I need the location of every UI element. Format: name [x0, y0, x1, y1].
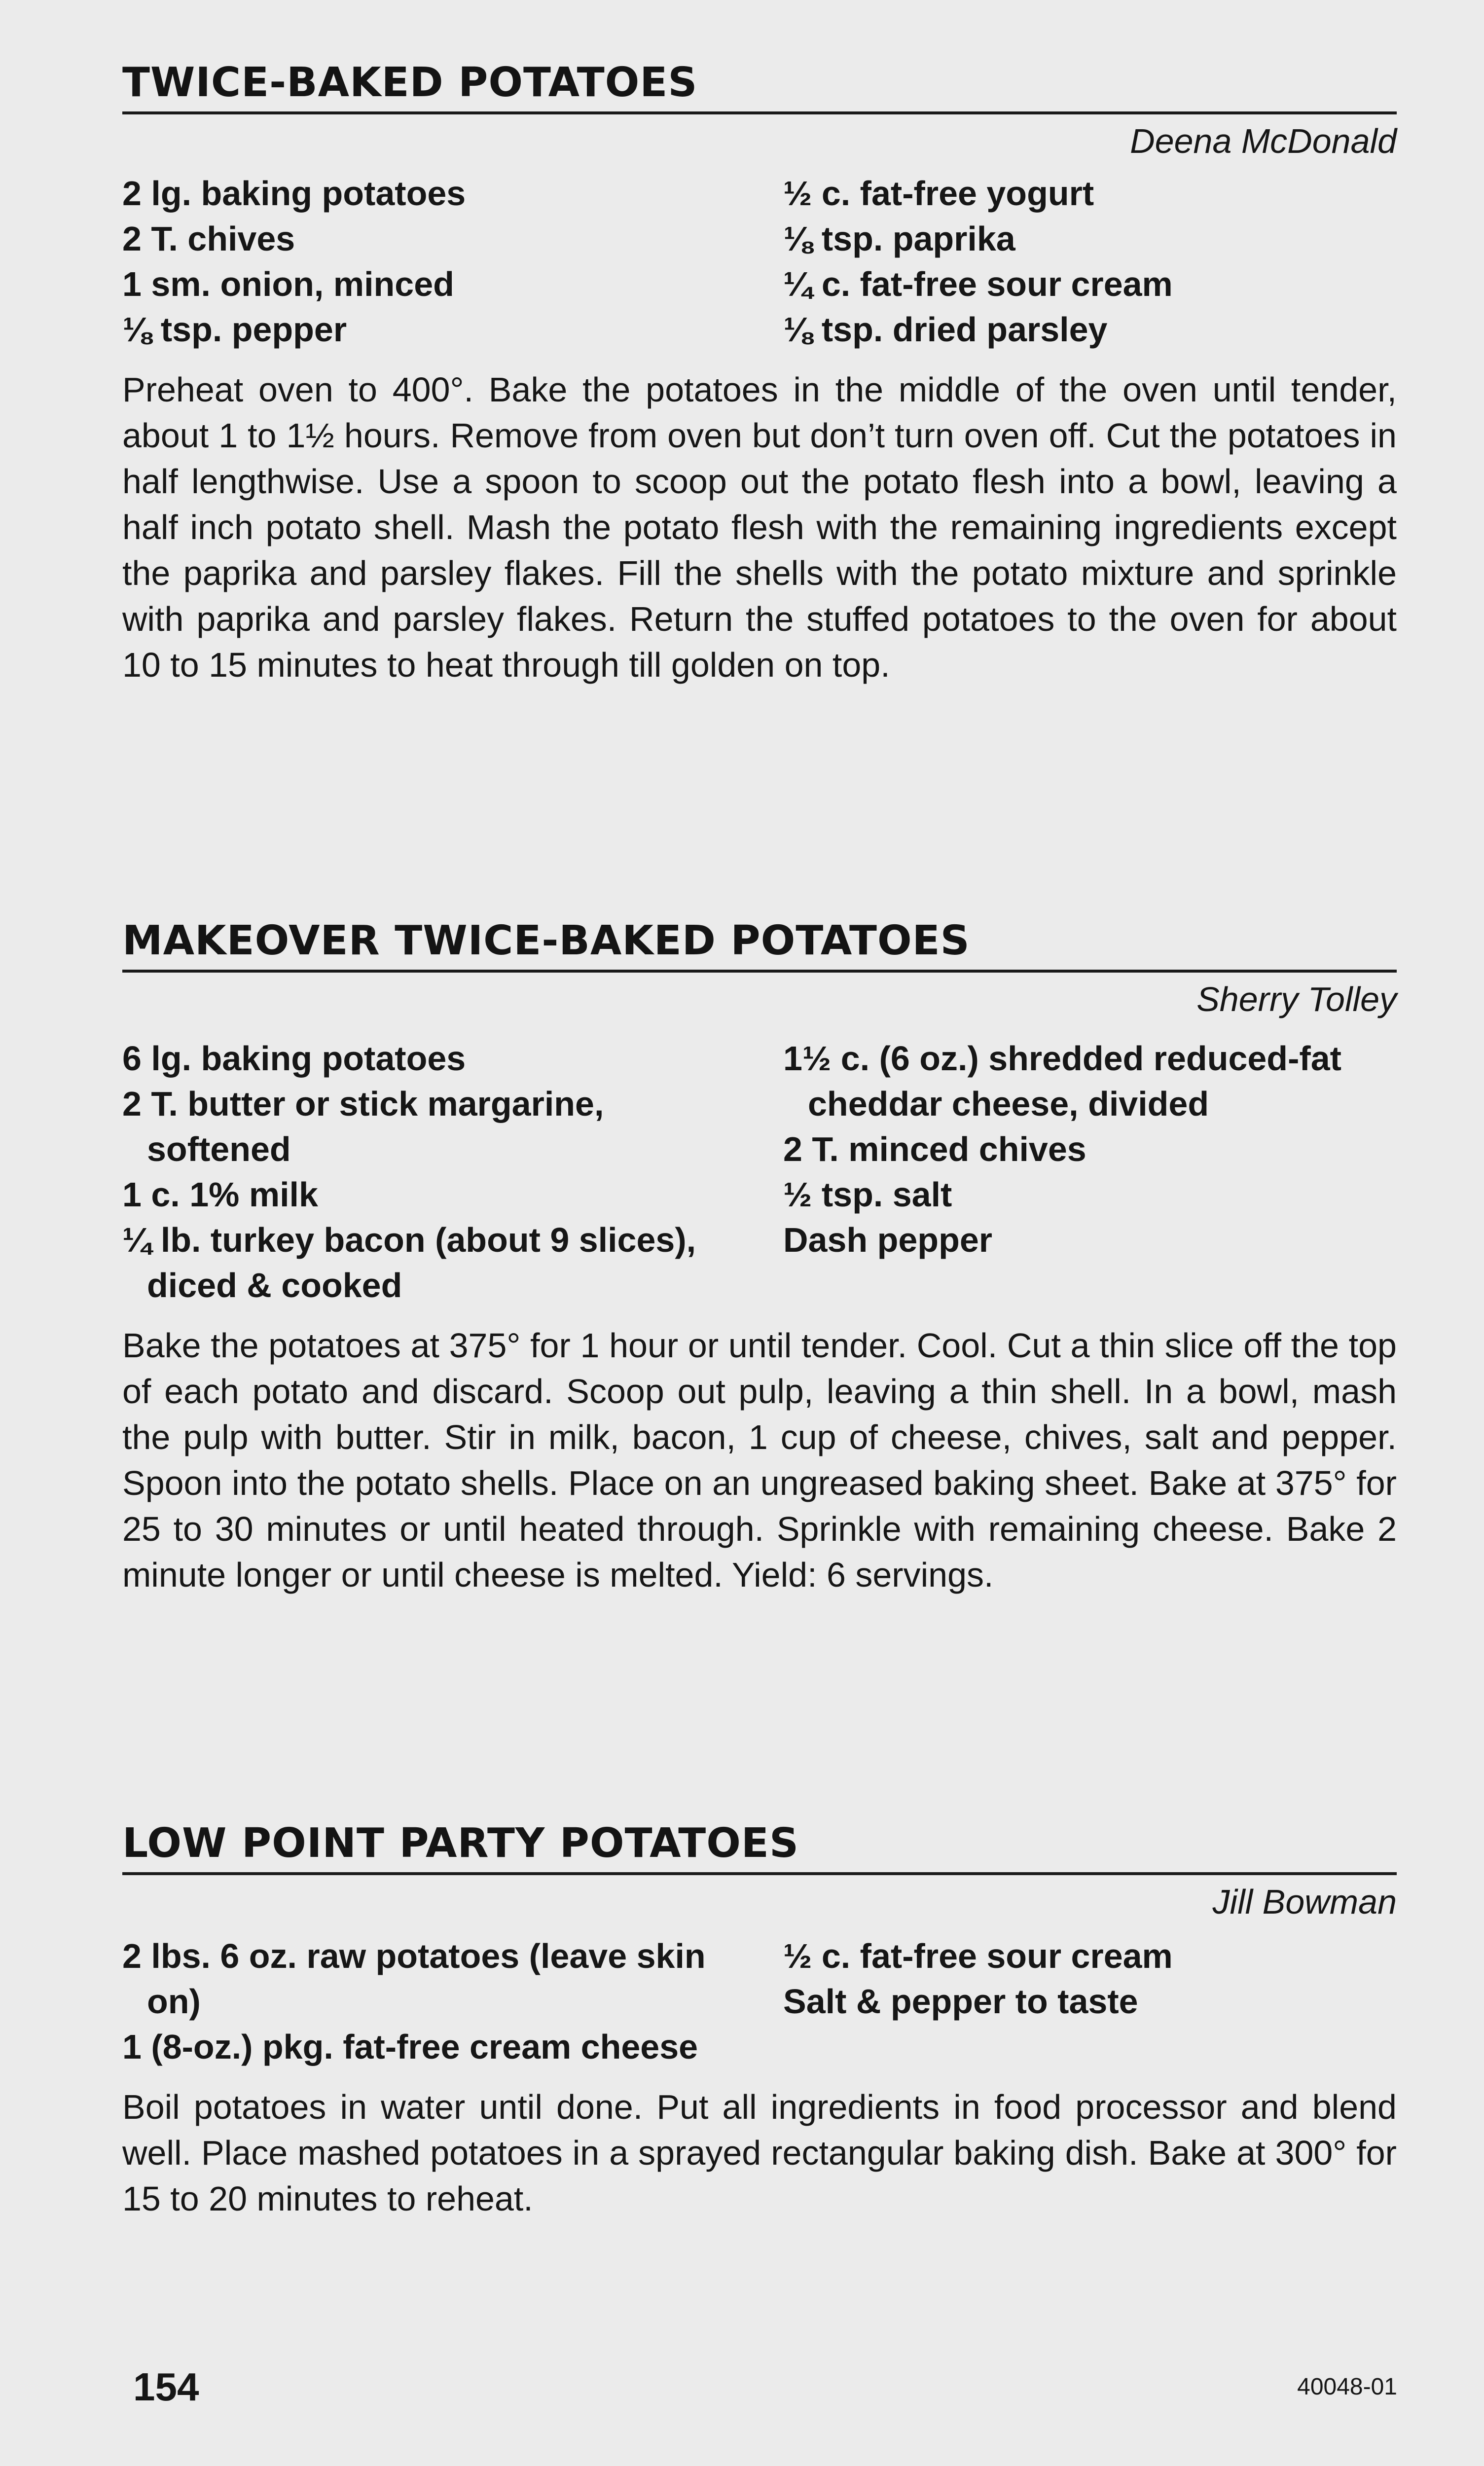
recipe-directions: Bake the potatoes at 375° for 1 hour or until tender. Cool. Cut a thin slice off the top of each potato and discard. Scoop out pulp, leaving a thin shell. In a bowl, mash the pulp with butter. Stir in milk, bacon, 1 cup of cheese, chives, salt and pepper. Spoon into the potato shells. Place on an ungreased baking sheet. Bake at 375° for 25 to 30 minutes or until heated through. Sprinkle with remaining cheese. Bake 2 minute longer or until cheese is melted. Yield: 6 servings. [122, 1326, 1397, 1594]
ingredients-list [122, 171, 1397, 352]
ingredient-item: Salt & pepper to taste [783, 1982, 1138, 2021]
ingredients-list [122, 1933, 1397, 2069]
ingredient-item: Dash pepper [783, 1221, 992, 1259]
ingredient-item: 1½ c. (6 oz.) shredded reduced-fat cheddar cheese, divided [783, 1039, 1341, 1123]
ingredients-right-column [783, 1933, 1397, 2069]
ingredient-item: 2 T. chives [122, 219, 295, 258]
ingredients-left-column [122, 1036, 783, 1308]
ingredient-item: 2 lbs. 6 oz. raw potatoes (leave skin on) [122, 1937, 706, 2021]
ingredient-item: ¼ lb. turkey bacon (about 9 slices), diced & cooked [122, 1221, 696, 1305]
title-rule [122, 111, 1397, 114]
ingredient-item: ½ c. fat-free yogurt [783, 174, 1094, 213]
ingredient-item: ⅛ tsp. dried parsley [783, 310, 1108, 349]
ingredient-item: ½ c. fat-free sour cream [783, 1937, 1173, 1975]
page-number: 154 [133, 2365, 199, 2409]
ingredients-right-column [783, 171, 1397, 352]
recipe-author: Deena McDonald [1130, 122, 1397, 160]
recipe-directions: Boil potatoes in water until done. Put all ingredients in food processor and blend well. Place mashed potatoes in a sprayed rectangular baking dish. Bake at 300° for 15 to 20 minutes to reheat. [122, 2088, 1397, 2218]
recipe-author: Jill Bowman [1212, 1883, 1397, 1921]
ingredient-item: 1 c. 1% milk [122, 1175, 318, 1214]
title-rule [122, 1872, 1397, 1875]
ingredient-item: 6 lg. baking potatoes [122, 1039, 466, 1078]
recipe-low-point-party-potatoes [122, 1819, 1397, 2222]
ingredients-right-column [783, 1036, 1397, 1308]
recipe-title: MAKEOVER TWICE-BAKED POTATOES [122, 917, 970, 964]
recipe-title: TWICE-BAKED POTATOES [122, 59, 698, 106]
ingredient-item: ½ tsp. salt [783, 1175, 952, 1214]
page-code: 40048-01 [1297, 2374, 1397, 2400]
ingredient-item: 2 T. minced chives [783, 1130, 1086, 1168]
ingredients-list [122, 1036, 1397, 1308]
ingredient-item: ¼ c. fat-free sour cream [783, 265, 1173, 303]
ingredient-item: 1 (8-oz.) pkg. fat-free cream cheese [122, 2028, 698, 2066]
ingredient-item: 2 T. butter or stick margarine, softened [122, 1085, 604, 1168]
recipe-directions: Preheat oven to 400°. Bake the potatoes in the middle of the oven until tender, about 1 to 1½ hours. Remove from oven but don’t turn oven off. Cut the potatoes in half lengthwise. Use a spoon to scoop out the potato flesh into a bowl, leaving a half inch potato shell. Mash the potato flesh with the remaining ingredients except the paprika and parsley flakes. Fill the shells with the potato mixture and sprinkle with paprika and parsley flakes. Return the stuffed potatoes to the oven for about 10 to 15 minutes to heat through till golden on top. [122, 370, 1397, 684]
title-rule [122, 970, 1397, 973]
ingredients-left-column [122, 171, 783, 352]
recipe-twice-baked-potatoes [122, 58, 1397, 688]
ingredient-item: 1 sm. onion, minced [122, 265, 454, 303]
ingredient-item: 2 lg. baking potatoes [122, 174, 466, 213]
ingredient-item: ⅛ tsp. paprika [783, 219, 1015, 258]
ingredients-left-column [122, 1933, 783, 2069]
recipe-title: LOW POINT PARTY POTATOES [122, 1820, 799, 1867]
recipe-author: Sherry Tolley [1196, 980, 1397, 1018]
ingredient-item: ⅛ tsp. pepper [122, 310, 347, 349]
recipe-makeover-twice-baked-potatoes [122, 916, 1397, 1598]
